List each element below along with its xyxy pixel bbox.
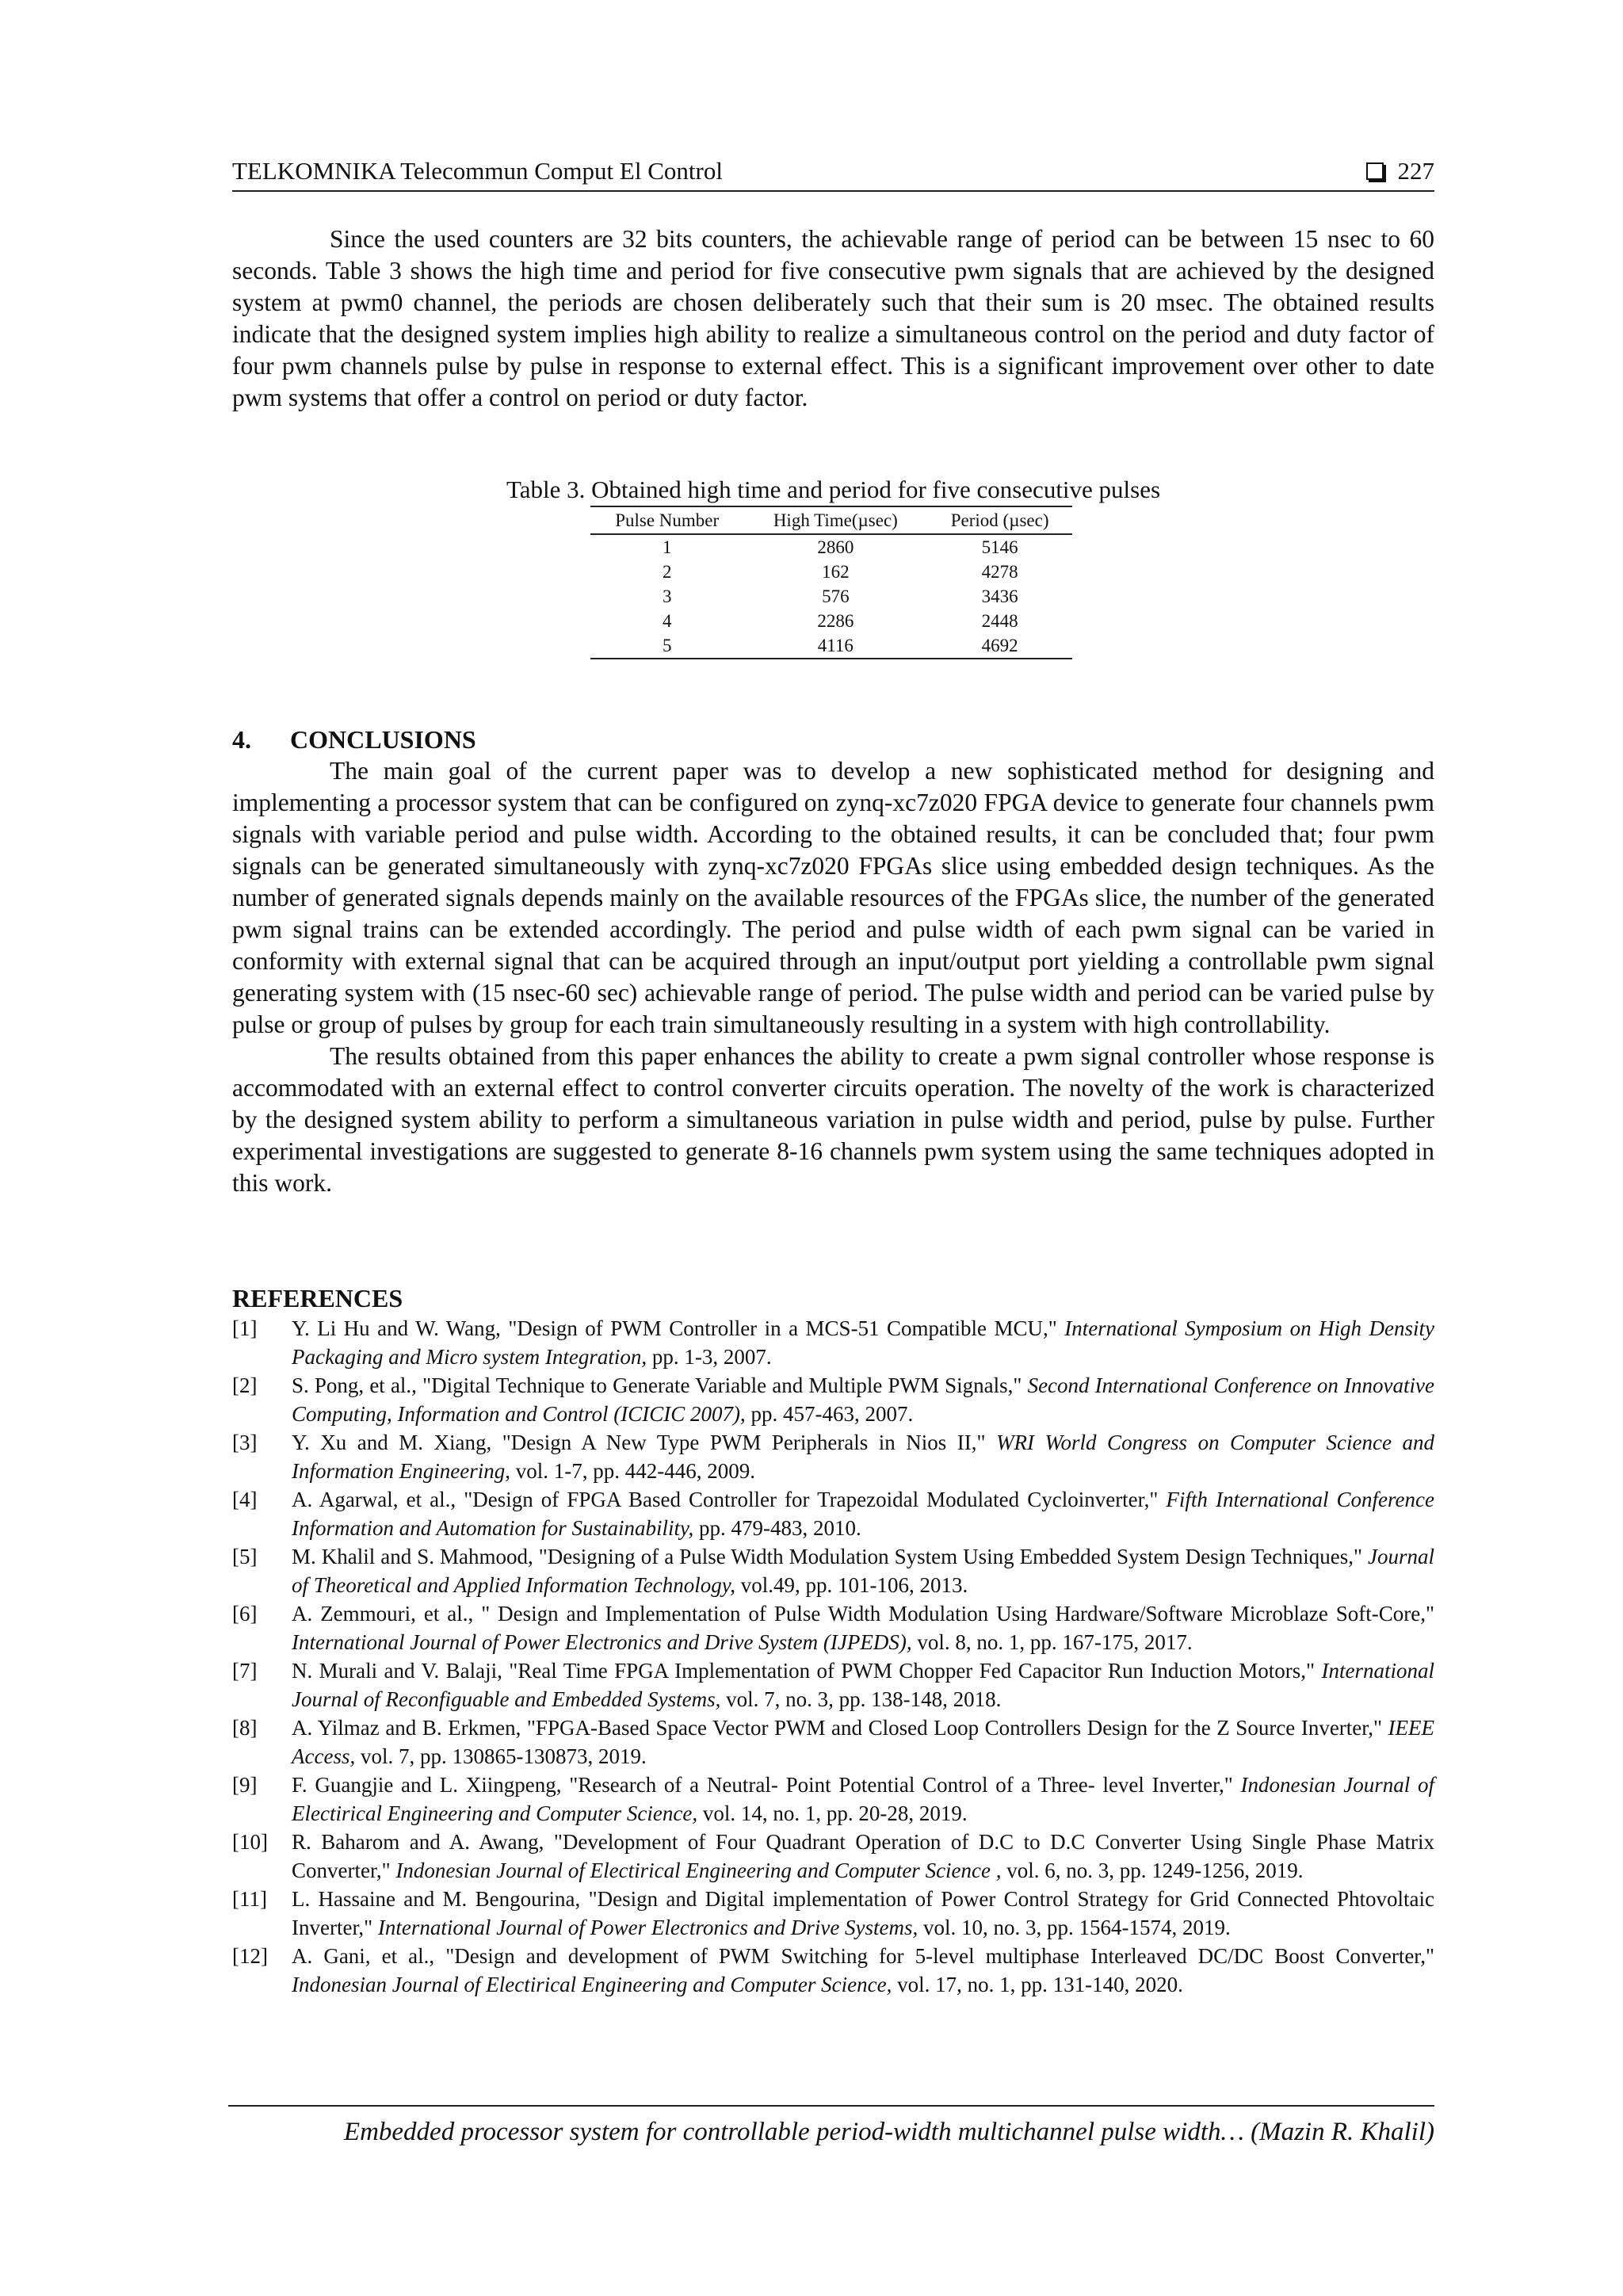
table-cell: 4116 bbox=[817, 636, 854, 655]
table-row bbox=[590, 584, 1072, 609]
references-heading: REFERENCES bbox=[232, 1284, 403, 1312]
table-cell: 5 bbox=[662, 636, 672, 655]
reference-item bbox=[232, 1656, 1434, 1713]
reference-number: [2] bbox=[232, 1373, 258, 1397]
page-number: 227 bbox=[1397, 157, 1434, 185]
results-table bbox=[590, 506, 1072, 659]
reference-number: [1] bbox=[232, 1316, 258, 1340]
reference-item bbox=[232, 1599, 1434, 1656]
reference-item bbox=[232, 1542, 1434, 1599]
running-title: Embedded processor system for controllable period-width multichannel pulse width… (Mazin R. Khalil) bbox=[343, 2118, 1434, 2146]
conclusions-paragraph: The results obtained from this paper enhances the ability to create a pwm signal controller whose response is accommodated with an external effect to control converter circuits operation. The novelty of the work is characterized by the designed system ability to perform a simultaneous variation in pulse width and period, pulse by pulse. Further experimental investigations are suggested to generate 8-16 channels pwm system using the same techniques adopted in this work. bbox=[232, 1042, 1434, 1197]
references-section bbox=[232, 1284, 1434, 1999]
table-caption: Table 3. Obtained high time and period for five consecutive pulses bbox=[506, 476, 1161, 503]
reference-text: A. Gani, et al., "Design and development of PWM Switching for 5-level multiphase Interleaved DC/DC Boost Converter," Indonesian Journal of Electirical Engineering and Computer Science, vol. 17, no. 1, pp. 131-140, 2020. bbox=[292, 1944, 1434, 1996]
reference-text: A. Yilmaz and B. Erkmen, "FPGA-Based Space Vector PWM and Closed Loop Controllers Design for the Z Source Inverter," IEEE Access, vol. 7, pp. 130865-130873, 2019. bbox=[292, 1716, 1434, 1768]
section-heading bbox=[232, 724, 1434, 755]
reference-text: Y. Xu and M. Xiang, "Design A New Type PWM Peripherals in Nios II," WRI World Congress on Computer Science and Information Engineering, vol. 1-7, pp. 442-446, 2009. bbox=[292, 1431, 1434, 1483]
reference-item bbox=[232, 1713, 1434, 1771]
reference-number: [8] bbox=[232, 1716, 258, 1740]
table-header-row bbox=[590, 506, 1072, 534]
reference-list bbox=[232, 1314, 1434, 1999]
table-cell: 2286 bbox=[817, 611, 854, 631]
reference-item bbox=[232, 1942, 1434, 1999]
table-cell: 1 bbox=[662, 537, 672, 557]
page-number-group bbox=[1366, 157, 1435, 185]
reference-number: [9] bbox=[232, 1773, 258, 1797]
table-cell: 4692 bbox=[981, 636, 1018, 655]
intro-paragraph: Since the used counters are 32 bits counters, the achievable range of period can be between 15 nsec to 60 seconds. Table 3 shows the high time and period for five consecutive pwm signals that are achieved by the designed system at pwm0 channel, the periods are chosen deliberately such that their sum is 20 msec. The obtained results indicate that the designed system implies high ability to realize a simultaneous control on the period and duty factor of four pwm channels pulse by pulse in response to external effect. This is a significant improvement over other to date pwm systems that offer a control on period or duty factor. bbox=[232, 225, 1434, 411]
table-cell: 2860 bbox=[817, 537, 854, 557]
conclusions-section bbox=[232, 724, 1434, 1199]
reference-text: R. Baharom and A. Awang, "Development of Four Quadrant Operation of D.C to D.C Converter Using Single Phase Matrix Converter," Indonesian Journal of Electirical Engineering and Computer Science , vol. 6, no. 3, pp. 1249-1256, 2019. bbox=[292, 1830, 1434, 1882]
reference-item bbox=[232, 1371, 1434, 1428]
reference-number: [7] bbox=[232, 1659, 258, 1683]
reference-number: [5] bbox=[232, 1545, 258, 1568]
table-cell: 2448 bbox=[981, 611, 1018, 631]
reference-number: [3] bbox=[232, 1431, 258, 1454]
box-icon bbox=[1366, 162, 1384, 180]
page-footer bbox=[228, 2105, 1434, 2147]
reference-item bbox=[232, 1885, 1434, 1942]
reference-item bbox=[232, 1485, 1434, 1542]
reference-item bbox=[232, 1314, 1434, 1371]
table-cell: 4278 bbox=[981, 562, 1018, 582]
reference-text: F. Guangjie and L. Xiingpeng, "Research of a Neutral- Point Potential Control of a Three- level Inverter," Indonesian Journal of Electirical Engineering and Computer Science, vol. 14, no. 1, pp. 20-28, 2019. bbox=[292, 1773, 1434, 1825]
reference-number: [10] bbox=[232, 1830, 268, 1854]
journal-name: TELKOMNIKA Telecommun Comput El Control bbox=[232, 157, 723, 185]
table-cell: 162 bbox=[822, 562, 850, 582]
conclusions-paragraph: The main goal of the current paper was to develop a new sophisticated method for designing and implementing a processor system that can be configured on zynq-xc7z020 FPGA device to generate four channels pwm signals with variable period and pulse width. According to the obtained results, it can be concluded that; four pwm signals can be generated simultaneously with zynq-xc7z020 FPGAs slice using embedded design techniques. As the number of generated signals depends mainly on the available resources of the FPGAs slice, the number of the generated pwm signal trains can be extended accordingly. The period and pulse width of each pwm signal can be varied in conformity with external signal that can be acquired through an input/output port yielding a controllable pwm signal generating system with (15 nsec-60 sec) achievable range of period. The pulse width and period can be varied pulse by pulse or group of pulses by group for each train simultaneously resulting in a system with high controllability. bbox=[232, 757, 1434, 1038]
table-row bbox=[590, 534, 1072, 560]
table-cell: 3436 bbox=[981, 586, 1018, 606]
table-row bbox=[590, 609, 1072, 633]
section-number: 4. bbox=[232, 725, 251, 754]
reference-number: [11] bbox=[232, 1887, 267, 1911]
reference-item bbox=[232, 1771, 1434, 1828]
intro-section bbox=[232, 223, 1434, 414]
reference-item bbox=[232, 1828, 1434, 1885]
table-cell: 576 bbox=[822, 586, 850, 606]
reference-text: L. Hassaine and M. Bengourina, "Design and Digital implementation of Power Control Strategy for Grid Connected Phtovoltaic Inverter," International Journal of Power Electronics and Drive Systems, vol. 10, no. 3, pp. 1564-1574, 2019. bbox=[292, 1887, 1434, 1939]
table-row bbox=[590, 560, 1072, 584]
reference-number: [12] bbox=[232, 1944, 268, 1968]
reference-text: M. Khalil and S. Mahmood, "Designing of a Pulse Width Modulation System Using Embedded System Design Techniques," Journal of Theoretical and Applied Information Technology, vol.49, pp. 101-106, 2013. bbox=[292, 1545, 1434, 1597]
table-row bbox=[590, 633, 1072, 659]
reference-text: A. Zemmouri, et al., " Design and Implementation of Pulse Width Modulation Using Hardware/Software Microblaze Soft-Core," International Journal of Power Electronics and Drive System (IJPEDS), vol. 8, no. 1, pp. 167-175, 2017. bbox=[292, 1602, 1434, 1654]
table-cell: 5146 bbox=[981, 537, 1018, 557]
table-header-cell: Period (µsec) bbox=[927, 506, 1072, 534]
reference-text: A. Agarwal, et al., "Design of FPGA Based Controller for Trapezoidal Modulated Cycloinverter," Fifth International Conference Information and Automation for Sustainability, pp. 479-483, 2010. bbox=[292, 1488, 1434, 1540]
table-header-cell: Pulse Number bbox=[590, 506, 743, 534]
table-header-cell: High Time(µsec) bbox=[743, 506, 927, 534]
reference-text: Y. Li Hu and W. Wang, "Design of PWM Controller in a MCS-51 Compatible MCU," International Symposium on High Density Packaging and Micro system Integration, pp. 1-3, 2007. bbox=[292, 1316, 1434, 1369]
table-cell: 3 bbox=[662, 586, 672, 606]
reference-number: [6] bbox=[232, 1602, 258, 1626]
reference-number: [4] bbox=[232, 1488, 258, 1511]
reference-text: S. Pong, et al., "Digital Technique to Generate Variable and Multiple PWM Signals," Second International Conference on Innovative Computing, Information and Control (ICICIC 2007), pp. 457-463, 2007. bbox=[292, 1373, 1434, 1426]
table-cell: 4 bbox=[662, 611, 672, 631]
reference-item bbox=[232, 1428, 1434, 1485]
page-header bbox=[232, 155, 1434, 192]
table-cell: 2 bbox=[662, 562, 672, 582]
section-title: CONCLUSIONS bbox=[290, 725, 476, 754]
reference-text: N. Murali and V. Balaji, "Real Time FPGA Implementation of PWM Chopper Fed Capacitor Run Induction Motors," International Journal of Reconfiguable and Embedded Systems, vol. 7, no. 3, pp. 138-148, 2018. bbox=[292, 1659, 1434, 1711]
